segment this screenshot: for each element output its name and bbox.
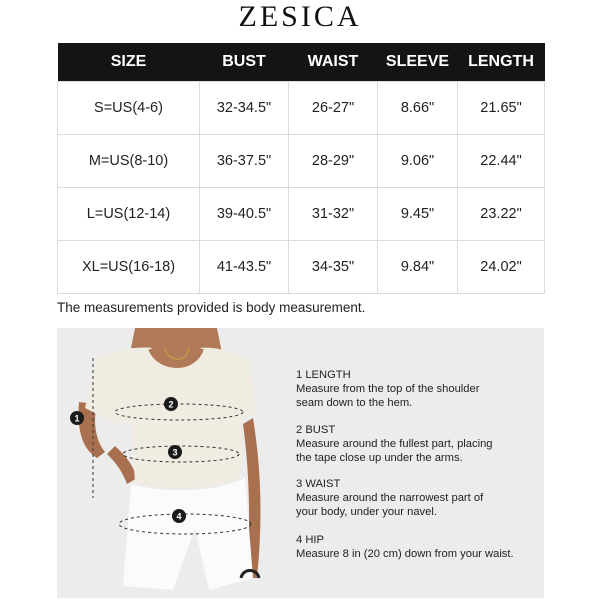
instruction-hip-line-1: Measure 8 in (20 cm) down from your waist. (296, 548, 514, 560)
table-header-row (58, 43, 545, 82)
cell-sleeve: 9.06" (378, 135, 458, 188)
marker-3 (168, 445, 182, 459)
cell-length: 24.02" (458, 241, 545, 294)
cell-size: S=US(4-6) (58, 82, 200, 135)
instruction-bust (296, 423, 493, 465)
cell-sleeve: 9.84" (378, 241, 458, 294)
marker-3-label: 3 (172, 447, 178, 458)
cell-size: XL=US(16-18) (58, 241, 200, 294)
instruction-waist-heading: 3 WAIST (296, 478, 341, 490)
cell-waist: 26-27" (289, 82, 378, 135)
table-row (58, 241, 545, 294)
model-photo (57, 328, 287, 598)
marker-2-label: 2 (168, 399, 174, 410)
table-row (58, 135, 545, 188)
cell-bust: 39-40.5" (200, 188, 289, 241)
cell-bust: 41-43.5" (200, 241, 289, 294)
instruction-length (296, 368, 479, 410)
header-sleeve: SLEEVE (378, 43, 458, 82)
marker-4-label: 4 (176, 511, 182, 522)
instruction-hip-heading: 4 HIP (296, 534, 324, 546)
cell-length: 22.44" (458, 135, 545, 188)
instruction-bust-line-1: Measure around the fullest part, placing (296, 438, 493, 450)
instruction-waist (296, 477, 483, 519)
measurement-guide-panel (57, 328, 544, 598)
instruction-bust-heading: 2 BUST (296, 424, 336, 436)
instruction-waist-line-1: Measure around the narrowest part of (296, 492, 484, 504)
table-row (58, 82, 545, 135)
cell-length: 21.65" (458, 82, 545, 135)
cell-bust: 32-34.5" (200, 82, 289, 135)
marker-1 (70, 411, 84, 425)
instruction-waist-line-2: your body, under your navel. (296, 506, 437, 518)
instruction-bust-line-2: the tape close up under the arms. (296, 452, 463, 464)
size-chart-table (57, 43, 545, 294)
instruction-length-line-1: Measure from the top of the shoulder (296, 383, 480, 395)
instruction-length-heading: 1 LENGTH (296, 369, 351, 381)
instruction-length-line-2: seam down to the hem. (296, 397, 413, 409)
cell-size: L=US(12-14) (58, 188, 200, 241)
cell-waist: 31-32" (289, 188, 378, 241)
cell-bust: 36-37.5" (200, 135, 289, 188)
marker-1-label: 1 (74, 413, 80, 424)
cell-sleeve: 9.45" (378, 188, 458, 241)
table-row (58, 188, 545, 241)
cell-waist: 28-29" (289, 135, 378, 188)
marker-4 (172, 509, 186, 523)
white-shorts (123, 478, 253, 590)
header-waist: WAIST (289, 43, 378, 82)
cell-length: 23.22" (458, 188, 545, 241)
header-bust: BUST (200, 43, 289, 82)
measurement-note: The measurements provided is body measurement. (57, 300, 366, 315)
left-hand (107, 446, 137, 484)
cell-size: M=US(8-10) (58, 135, 200, 188)
knit-top (85, 347, 257, 488)
marker-2 (164, 397, 178, 411)
brand-logo: ZESICA (238, 0, 362, 33)
header-size: SIZE (58, 43, 200, 82)
cell-sleeve: 8.66" (378, 82, 458, 135)
cell-waist: 34-35" (289, 241, 378, 294)
instruction-hip (296, 533, 514, 561)
header-length: LENGTH (458, 43, 545, 82)
